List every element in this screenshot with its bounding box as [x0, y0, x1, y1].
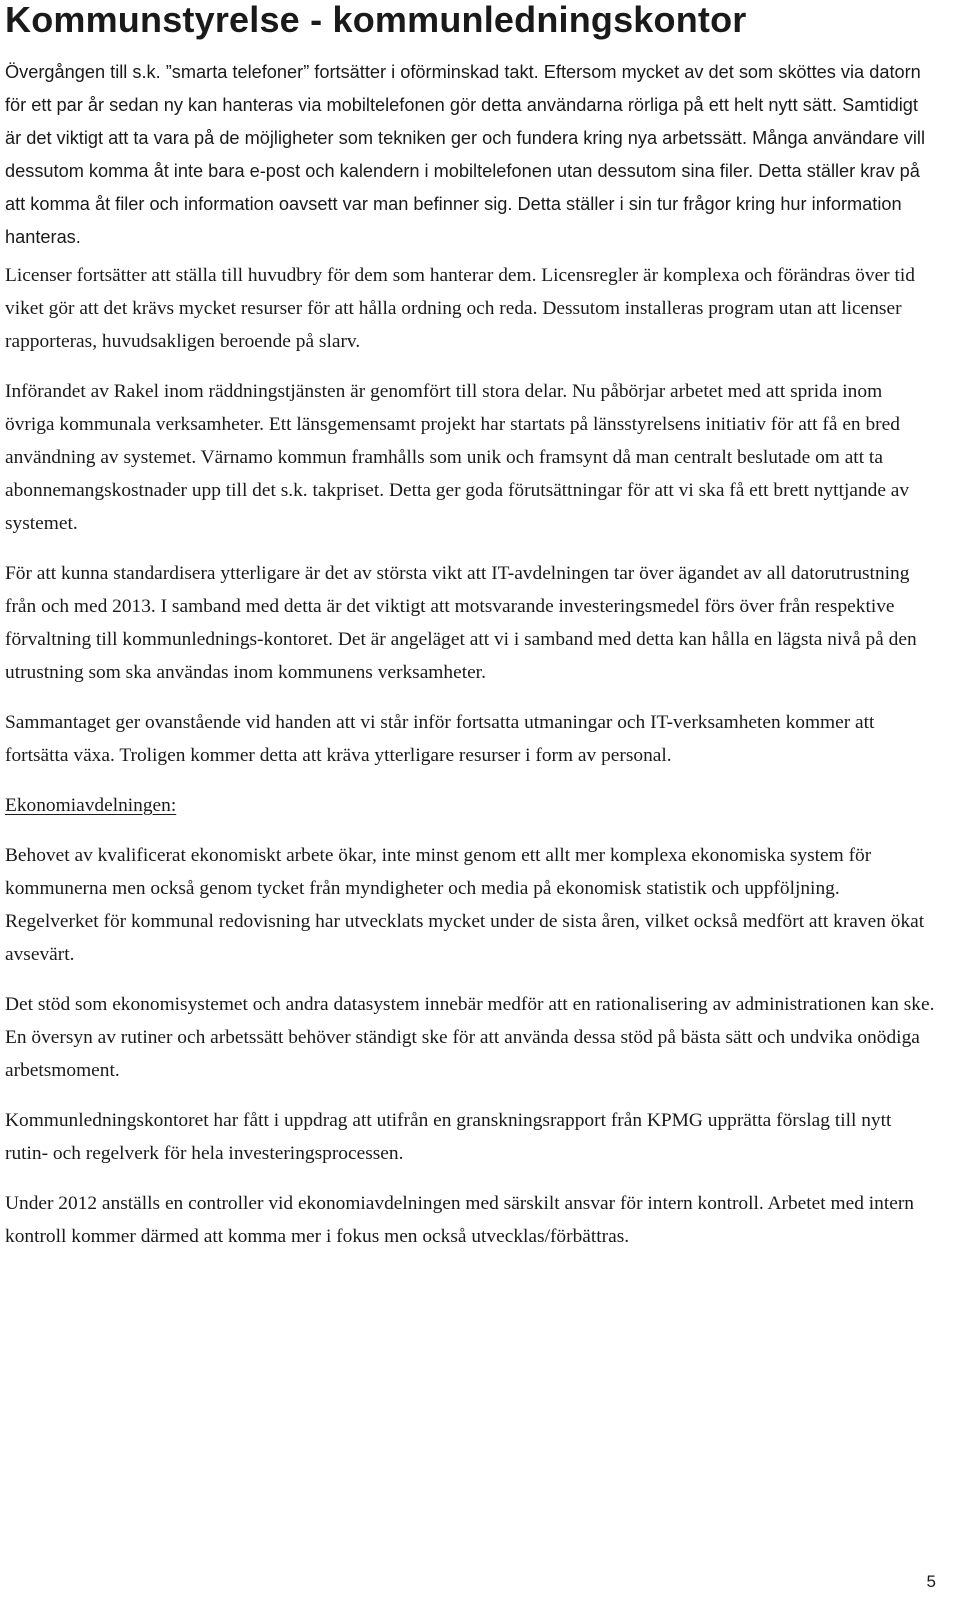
document-page — [5, 0, 935, 1253]
paragraph-economic-work: Behovet av kvalificerat ekonomiskt arbete ökar, inte minst genom ett allt mer komplexa ekonomiska system för kommunerna men också genom tycket från myndigheter och media på ekonomisk statistik och uppföljning. Regelverket för kommunal redovisning har utvecklats mycket under de sista åren, vilket också medfört att kraven ökat avsevärt. — [5, 845, 925, 965]
paragraph-kpmg: Kommunledningskontoret har fått i uppdrag att utifrån en granskningsrapport från KPMG upprätta förslag till nytt rutin- och regelverk för hela investeringsprocessen. — [5, 1110, 892, 1164]
page-title: Kommunstyrelse - kommunledningskontor — [5, 0, 747, 40]
paragraph-systems-support: Det stöd som ekonomisystemet och andra datasystem innebär medför att en rationalisering av administrationen kan ske. En översyn av rutiner och arbetssätt behöver ständigt ske för att använda dessa stöd på bästa sätt och undvika onödiga arbetsmoment. — [5, 994, 935, 1081]
paragraph-rakel: Införandet av Rakel inom räddningstjänsten är genomfört till stora delar. Nu påbörjar arbetet med att sprida inom övriga kommunala verksamheter. Ett länsgemensamt projekt har startats på länsstyrelsens initiativ för att få en bred användning av systemet. Värnamo kommun framhålls som unik och framsynt då man centralt beslutade om att ta abonnemangskostnader upp till det s.k. takpriset. Detta ger goda förutsättningar för att vi ska få ett brett nyttjande av systemet. — [5, 381, 910, 534]
paragraph-summary: Sammantaget ger ovanstående vid handen att vi står inför fortsatta utmaningar och IT-verksamheten kommer att fortsätta växa. Troligen kommer detta att kräva ytterligare resurser i form av personal. — [5, 712, 875, 766]
paragraph-controller: Under 2012 anställs en controller vid ekonomiavdelningen med särskilt ansvar för intern kontroll. Arbetet med intern kontroll kommer därmed att komma mer i fokus men också utvecklas/förbättras. — [5, 1193, 914, 1247]
paragraph-standardization: För att kunna standardisera ytterligare är det av största vikt att IT-avdelningen tar över ägandet av all datorutrustning från och med 2013. I samband med detta är det viktigt att motsvarande investeringsmedel förs över från respektive förvaltning till kommunlednings-kontoret. Det är angeläget att vi i samband med detta kan hålla en lägsta nivå på den utrustning som ska användas inom kommunens verksamheter. — [5, 563, 917, 683]
page-number: 5 — [926, 1572, 936, 1591]
section-heading-ekonomi: Ekonomiavdelningen: — [5, 795, 177, 816]
paragraph-licenses: Licenser fortsätter att ställa till huvudbry för dem som hanterar dem. Licensregler är komplexa och förändras över tid viket gör att det krävs mycket resurser för att hålla ordning och reda. Dessutom installeras program utan att licenser rapporteras, huvudsakligen beroende på slarv. — [5, 265, 915, 352]
paragraph-smartphones: Övergången till s.k. ”smarta telefoner” fortsätter i oförminskad takt. Eftersom mycket av det som sköttes via datorn för ett par år sedan ny kan hanteras via mobiltelefonen gör detta användarna rörliga på ett helt nytt sätt. Samtidigt är det viktigt att ta vara på de möjligheter som tekniken ger och fundera kring nya arbetssätt. Många användare vill dessutom komma åt inte bara e-post och kalendern i mobiltelefonen utan dessutom sina filer. Detta ställer krav på att komma åt filer och information oavsett var man befinner sig. Detta ställer i sin tur frågor kring hur information hanteras. — [5, 62, 925, 247]
